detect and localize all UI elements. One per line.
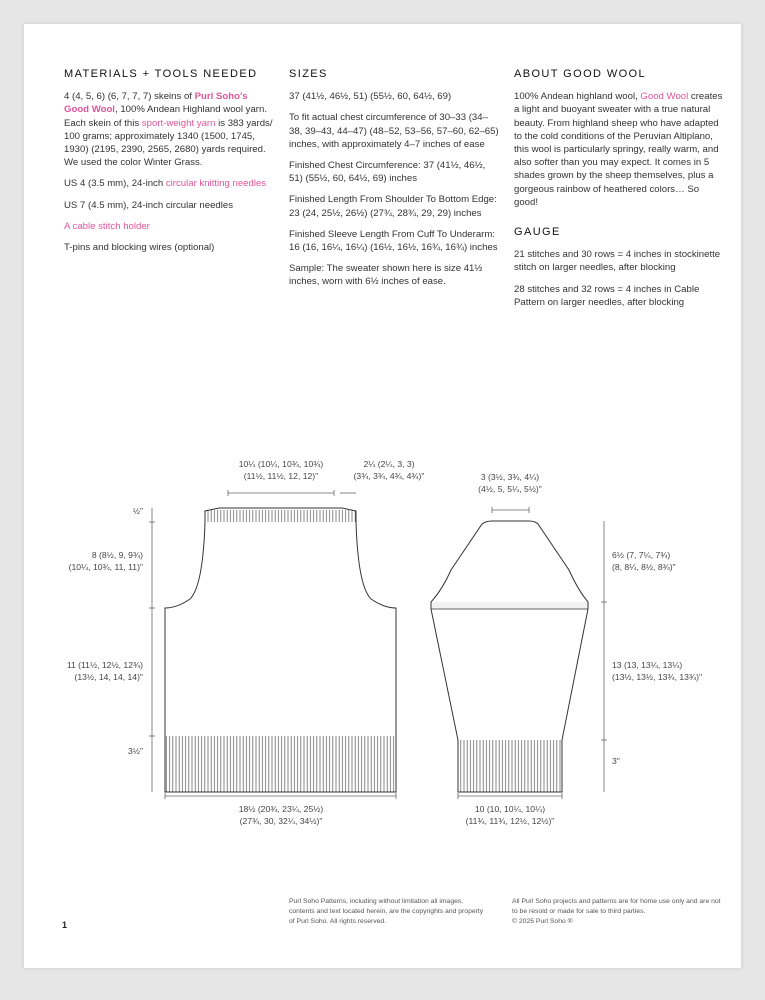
body-shoulder-label-1: 2¼ (2¼, 3, 3): [363, 459, 415, 469]
sleeve-cuff-label: 3": [612, 756, 620, 766]
sleeve-top-label-2: (4½, 5, 5¼, 5½)": [478, 484, 542, 494]
page-number: 1: [62, 920, 68, 930]
sleeve-cap-band: [431, 602, 588, 609]
body-neck-ribbing: [205, 510, 356, 522]
sleeve-length-label-2: (13½, 13½, 13¾, 13¾)": [612, 672, 703, 682]
sleeve-top-label-1: 3 (3½, 3¾, 4¼): [480, 472, 540, 482]
sizes-sample: Sample: The sweater shown here is size 41½ inches, worn with 6½ inches of ease.: [289, 263, 483, 288]
usage-notice: All Purl Soho projects and patterns are for home use only and are not to be resold or made for sale to third parties. © 2025 Purl Soho ®: [512, 898, 721, 925]
sweater-schematic: [24, 24, 741, 968]
body-width-label-1: 18½ (20¾, 23¼, 25½): [238, 804, 324, 814]
sleeve-piece: [431, 521, 588, 792]
about-text: 100% Andean highland wool, Good Wool creates a light and buoyant sweater with a true natural beauty. From highland sheep who have adapted to the cold conditions of the Peruvian Altiplano, this wool is particularly springy, really warm, and also softer than you may expect. It comes in 5 shades grown by the sheep themselves, plus a gorgeous rainbow of heathered colors… So good!: [514, 91, 723, 208]
pattern-page: [24, 24, 741, 968]
materials-needle-2: US 7 (4.5 mm), 24-inch circular needles: [64, 199, 234, 211]
sleeve-cap-label-2: (8, 8¼, 8½, 8¾)": [612, 562, 676, 572]
materials-needle-1: US 4 (3.5 mm), 24-inch circular knitting needles: [64, 178, 267, 190]
body-neck-label-2: (11½, 11½, 12, 12)": [243, 471, 319, 481]
sleeve-width-label-2: (11¾, 11¾, 12½, 12½)": [465, 816, 555, 826]
materials-yarn: 4 (4, 5, 6) (6, 7, 7, 7) skeins of Purl Soho's Good Wool, 100% Andean Highland wool yarn. Each skein of this sport-weight yarn is 383 yards/ 100 grams; approximately 1340 (1500, 1745, 1930) (2195, 2390, 2565, 2680) yards required. We used the color Winter Grass.: [64, 91, 273, 169]
gauge-cable: 28 stitches and 32 rows = 4 inches in Cable Pattern on larger needles, after blocking: [514, 283, 700, 308]
body-piece: [165, 508, 396, 792]
body-side-label-1: 11 (11½, 12½, 12¾): [66, 660, 143, 670]
about-good-wool-link[interactable]: Good Wool: [640, 91, 689, 103]
materials-tpins: T-pins and blocking wires (optional): [64, 242, 215, 254]
sport-weight-link[interactable]: sport-weight yarn: [141, 117, 216, 129]
body-armhole-label-1: 8 (8½, 9, 9¾): [91, 550, 143, 560]
body-neck-label-1: 10¼ (10¼, 10¾, 10¾): [238, 459, 324, 469]
body-armhole-label-2: (10¼, 10¾, 11, 11)": [68, 562, 143, 572]
sizes-sleeve: Finished Sleeve Length From Cuff To Underarm: 16 (16, 16¼, 16¼) (16½, 16½, 16¾, 16¾) inches: [289, 228, 498, 254]
sizes-heading: SIZES: [289, 68, 328, 80]
circular-needles-link[interactable]: circular knitting needles: [165, 178, 267, 190]
sleeve-cap-label-1: 6½ (7, 7¼, 7¾): [612, 550, 671, 560]
sizes-length: Finished Length From Shoulder To Bottom Edge: 23 (24, 25½, 26½) (27¾, 28¾, 29, 29) inches: [289, 194, 497, 219]
body-rib-label: 3½": [128, 746, 143, 756]
materials-heading: MATERIALS + TOOLS NEEDED: [64, 68, 258, 80]
sleeve-width-label-1: 10 (10, 10¼, 10¼): [474, 804, 546, 814]
body-top-label: ½": [132, 506, 143, 516]
good-wool-link[interactable]: Purl Soho's Good Wool: [64, 91, 248, 116]
sleeve-cuff-ribbing: [458, 740, 562, 792]
body-shoulder-label-2: (3¾, 3¾, 4¾, 4¾)": [353, 471, 425, 481]
sizes-chest: Finished Chest Circumference: 37 (41½, 46½, 51) (55½, 60, 64½, 69) inches: [289, 160, 486, 185]
gauge-stockinette: 21 stitches and 30 rows = 4 inches in stockinette stitch on larger needles, after blocking: [514, 249, 721, 274]
gauge-heading: GAUGE: [514, 226, 561, 239]
sleeve-length-label-1: 13 (13, 13¼, 13¼): [612, 660, 683, 670]
body-hem-ribbing: [165, 736, 396, 792]
about-heading: ABOUT GOOD WOOL: [514, 68, 647, 80]
cable-holder-link[interactable]: A cable stitch holder: [64, 220, 150, 232]
sizes-fit: To fit actual chest circumference of 30–33 (34–38, 39–43, 44–47) (48–52, 53–56, 57–60, 62–65) inches, with approximately 4–7 inches of ease: [289, 112, 499, 150]
body-side-label-2: (13½, 14, 14, 14)": [74, 672, 143, 682]
body-width-label-2: (27¾, 30, 32¼, 34½)": [239, 816, 323, 826]
sizes-list: 37 (41½, 46½, 51) (55½, 60, 64½, 69): [289, 91, 452, 103]
copyright-notice: Purl Soho Patterns, including without limitation all images, contents and text located herein, are the copyrights and property of Purl Soho. All rights reserved.: [289, 898, 484, 925]
